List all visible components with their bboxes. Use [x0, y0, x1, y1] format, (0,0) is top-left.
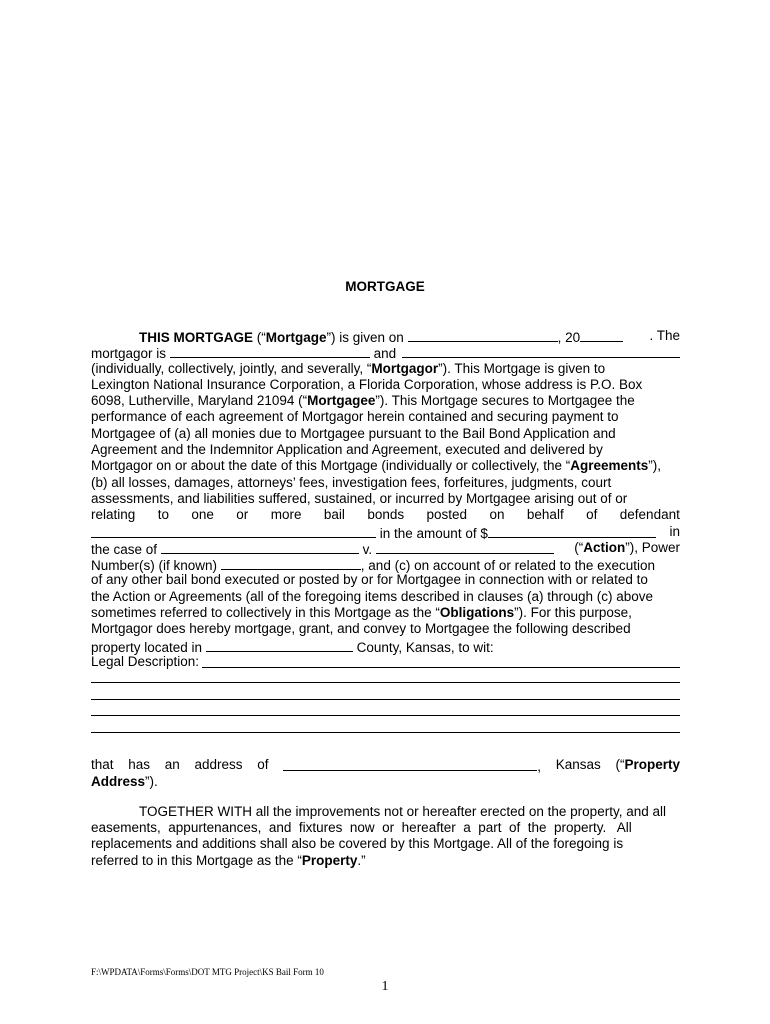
p2-line-2: easements, appurtenances, and fixtures now or hereafter a part of the property. All: [91, 820, 632, 836]
line-10: (b) all losses, damages, attorneys’ fees, investigation fees, forfeitures, judgments, court: [91, 474, 612, 490]
legal-description-blank[interactable]: [202, 654, 680, 668]
line-5: 6098, Lutherville, Maryland 21094 (“Mortgagee”). This Mortgage secures to Mortgagee the: [91, 393, 635, 409]
line-14: the case of v. (“Action”), Power: [91, 539, 680, 557]
line-7: Mortgagee of (a) all monies due to Mortgagee pursuant to the Bail Bond Application and: [91, 425, 616, 441]
county-blank[interactable]: [206, 638, 353, 652]
footer-file-path: F:\WPDATA\Forms\Forms\DOT MTG Project\KS Bail Form 10: [91, 967, 324, 977]
line-21: Legal Description:: [91, 654, 680, 670]
lead-text: THIS MORTGAGE: [139, 330, 253, 345]
line-13: in the amount of $ in: [91, 524, 680, 540]
p2-line-1: TOGETHER WITH all the improvements not or hereafter erected on the property, and all: [139, 803, 666, 819]
line-6: performance of each agreement of Mortgagor herein contained and securing payment to: [91, 409, 619, 425]
power-number-blank[interactable]: [221, 556, 361, 570]
mortgage-paragraph: [91, 328, 680, 869]
line-11: assessments, and liabilities suffered, sustained, or incurred by Mortgagee arising out of or: [91, 490, 628, 506]
mortgagor-name-blank-2[interactable]: [402, 344, 680, 358]
line-15: Number(s) (if known) , and (c) on account of or related to the execution: [91, 558, 655, 574]
case-plaintiff-blank[interactable]: [161, 540, 359, 554]
page-number: 1: [381, 979, 389, 994]
legal-line-4[interactable]: [91, 715, 680, 716]
amount-blank[interactable]: [488, 524, 656, 538]
property-address-blank[interactable]: [283, 757, 537, 771]
line-4: Lexington National Insurance Corporation, a Florida Corporation, whose address is P.O. Box: [91, 376, 643, 392]
line-9: Mortgagor on or about the date of this Mortgage (individually or collectively, the “Agreements”),: [91, 458, 662, 474]
case-defendant-blank[interactable]: [376, 540, 554, 554]
line-19: Mortgagor does hereby mortgage, grant, and convey to Mortgagee the following described: [91, 621, 631, 637]
line-8: Agreement and the Indemnitor Application and Agreement, executed and delivered by: [91, 442, 603, 458]
address-line: that has an address of , Kansas (“Property: [91, 757, 680, 775]
line-1: THIS MORTGAGE (“Mortgage”) is given on , 20 . The: [139, 328, 680, 345]
line-2: mortgagor is and: [91, 344, 680, 360]
legal-line-5[interactable]: [91, 732, 680, 733]
mortgagor-name-blank-1[interactable]: [170, 344, 370, 358]
document-title: MORTGAGE: [345, 279, 425, 294]
address-line-2: Address”).: [91, 773, 158, 789]
p2-line-3: replacements and additions shall also be covered by this Mortgage. All of the foregoing is: [91, 836, 624, 852]
legal-description-lines: [91, 670, 680, 750]
line-12: relating to one or more bail bonds posted on behalf of defendant: [91, 507, 680, 523]
legal-line-3[interactable]: [91, 699, 680, 700]
date-blank[interactable]: [408, 328, 558, 342]
line-18: sometimes referred to collectively in this Mortgage as the “Obligations”). For this purpose,: [91, 605, 632, 621]
line-20: property located in County, Kansas, to wit:: [91, 639, 494, 655]
line-16: of any other bail bond executed or posted by or for Mortgagee in connection with or related to: [91, 572, 648, 588]
line-17: the Action or Agreements (all of the foregoing items described in clauses (a) through (c) above: [91, 588, 654, 604]
defendant-blank[interactable]: [91, 524, 376, 538]
legal-line-2[interactable]: [91, 682, 680, 683]
p2-line-4: referred to in this Mortgage as the “Property.”: [91, 852, 366, 868]
line-3: (individually, collectively, jointly, and severally, “Mortgagor”). This Mortgage is given to: [91, 360, 606, 376]
year-blank[interactable]: [580, 328, 623, 342]
